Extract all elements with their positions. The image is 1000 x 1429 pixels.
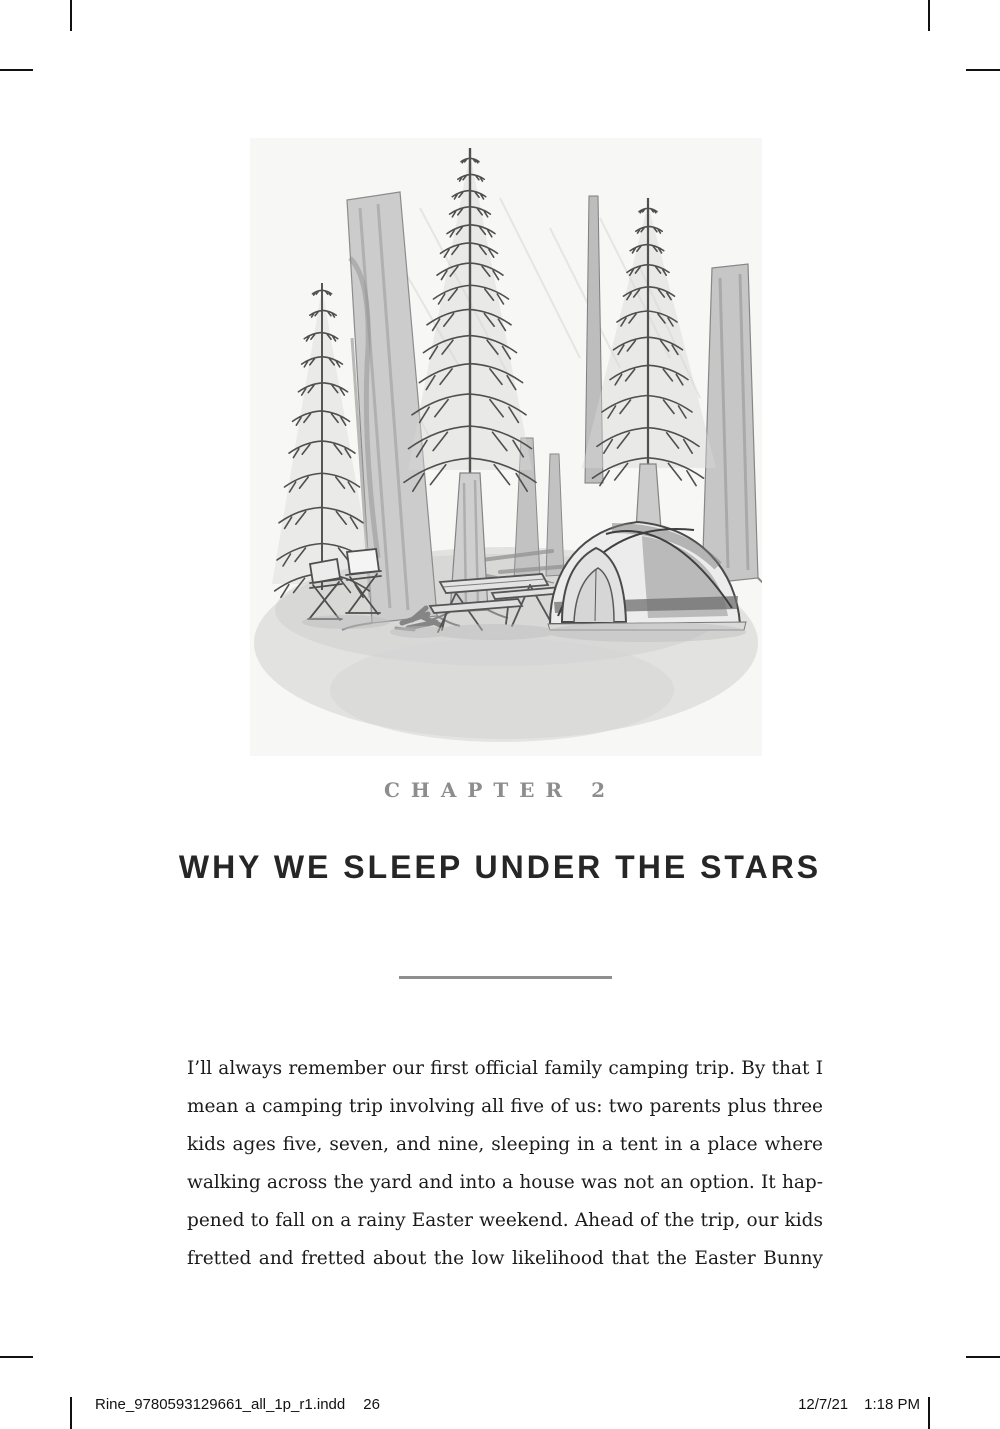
- slug-timestamp-block: [798, 1396, 920, 1413]
- slug-date: 12/7/21: [798, 1396, 849, 1413]
- crop-mark-right-horizontal: [966, 69, 1000, 71]
- slug-filename: Rine_9780593129661_all_1p_r1.indd: [95, 1396, 346, 1413]
- crop-mark-bottom-right-horizontal: [966, 1356, 1000, 1358]
- body-line: pened to fall on a rainy Easter weekend. Ahead of the trip, our kids: [187, 1210, 823, 1231]
- slug-page-number: 26: [363, 1396, 380, 1413]
- body-line: kids ages five, seven, and nine, sleeping in a tent in a place where: [187, 1134, 823, 1155]
- body-line: mean a camping trip involving all five of us: two parents plus three: [187, 1096, 823, 1117]
- crop-mark-bottom-left-horizontal: [0, 1356, 33, 1358]
- crop-mark-top-left-vertical: [70, 0, 72, 31]
- body-line: I’ll always remember our first official family camping trip. By that I: [187, 1058, 823, 1079]
- chapter-title: WHY WE SLEEP UNDER THE STARS: [178, 849, 822, 885]
- body-line: fretted and fretted about the low likelihood that the Easter Bunny: [187, 1248, 823, 1269]
- crop-mark-left-horizontal: [0, 69, 33, 71]
- slug-time: 1:18 PM: [864, 1396, 920, 1413]
- campsite-illustration: [250, 138, 762, 756]
- body-paragraph: [187, 1050, 823, 1278]
- slug-line: [0, 1396, 1000, 1418]
- slug-filename-block: [95, 1396, 380, 1413]
- section-divider: [399, 976, 612, 979]
- crop-mark-top-right-vertical: [928, 0, 930, 31]
- chapter-label: CHAPTER 2: [384, 778, 616, 802]
- body-line: walking across the yard and into a house was not an option. It hap-: [187, 1172, 823, 1193]
